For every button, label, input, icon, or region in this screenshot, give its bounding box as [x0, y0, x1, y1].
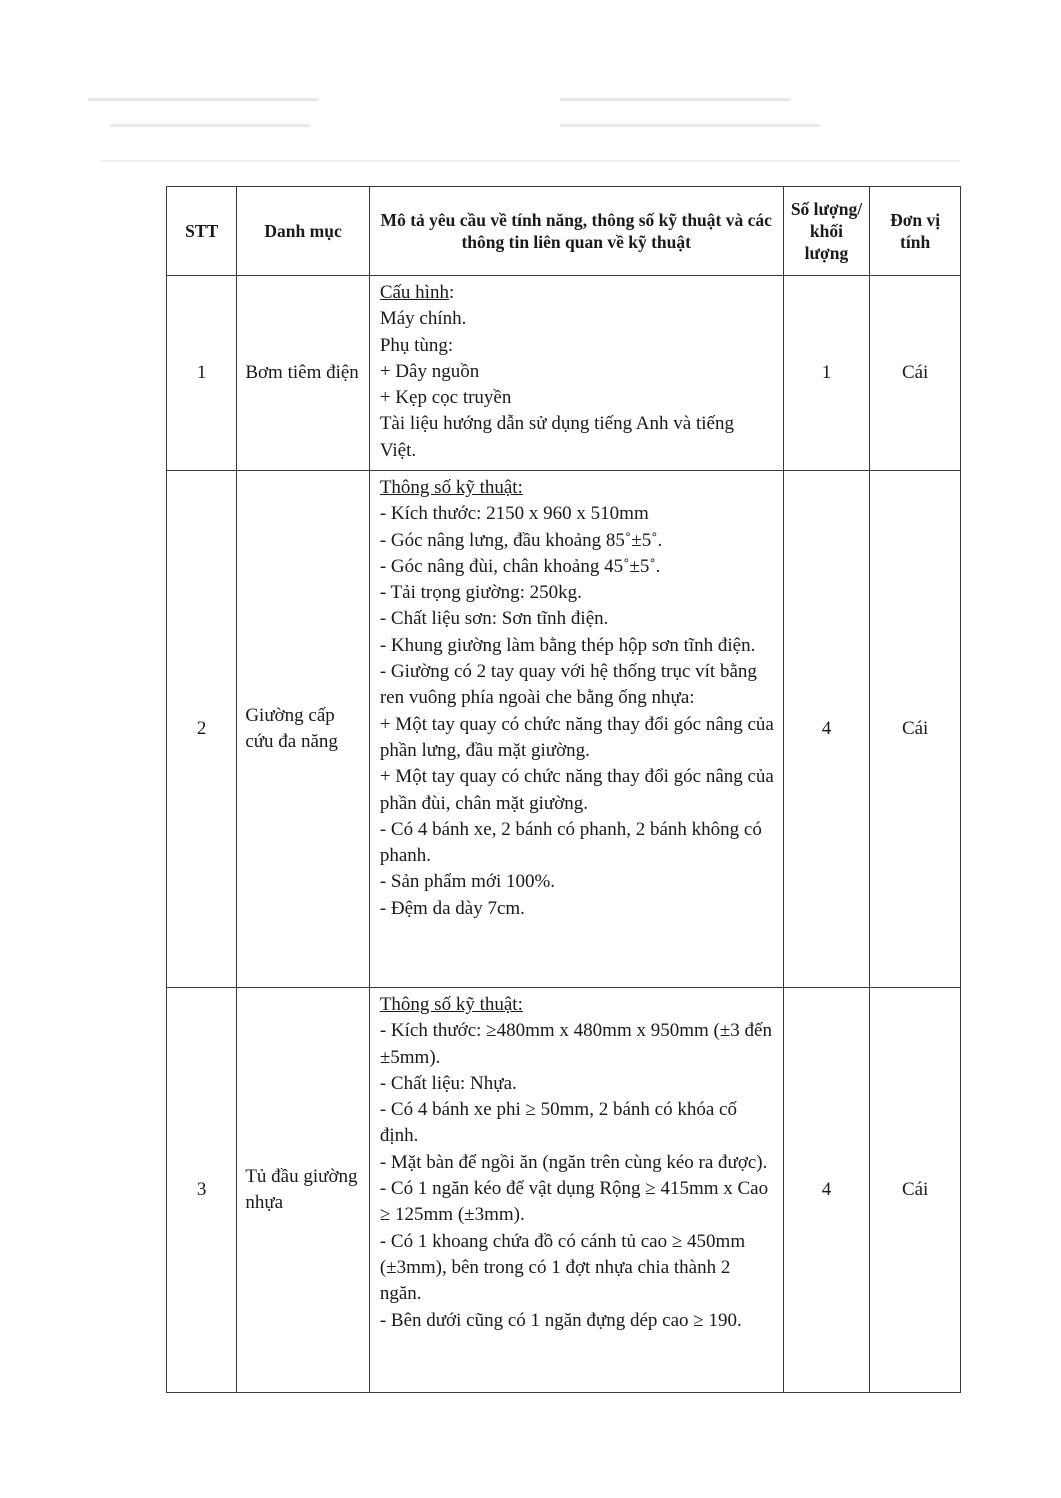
desc-heading: Thông số kỹ thuật:: [379, 477, 523, 498]
desc-heading: Cấu hình: [379, 282, 449, 303]
bleed-through-mark: [110, 118, 310, 132]
bleed-through-mark: [100, 156, 960, 166]
desc-line: - Góc nâng lưng, đầu khoảng 85˚±5˚.: [379, 529, 663, 551]
desc-heading-suffix: :: [448, 282, 455, 303]
header-category: Danh mục: [237, 187, 370, 276]
row-quantity: 4: [783, 471, 870, 988]
desc-line: Phụ tùng:: [379, 334, 454, 356]
desc-line: - Góc nâng đùi, chân khoảng 45˚±5˚.: [379, 555, 661, 577]
desc-line: + Kẹp cọc truyền: [379, 387, 512, 409]
table-row: [167, 988, 961, 1393]
bleed-through-mark: [560, 118, 820, 132]
header-description: Mô tả yêu cầu về tính năng, thông số kỹ thuật và các thông tin liên quan về kỹ thuật: [369, 187, 783, 276]
desc-line: - Kích thước: ≥480mm x 480mm x 950mm (±3 đến ±5mm).: [379, 1020, 772, 1068]
desc-line: - Bên dưới cũng có 1 ngăn đựng dép cao ≥ 190.: [379, 1309, 742, 1331]
table-row: [167, 471, 961, 988]
row-name: Giường cấp cứu đa năng: [237, 471, 370, 988]
row-name: Bơm tiêm điện: [237, 276, 370, 471]
header-unit: Đơn vị tính: [870, 187, 961, 276]
row-stt: 1: [167, 276, 237, 471]
desc-line: - Đệm da dày 7cm.: [379, 897, 525, 919]
bleed-through-mark: [88, 92, 318, 106]
table-row: [167, 276, 961, 471]
desc-line: - Kích thước: 2150 x 960 x 510mm: [379, 503, 649, 525]
desc-line: - Có 4 bánh xe, 2 bánh có phanh, 2 bánh không có phanh.: [379, 818, 762, 867]
header-quantity: Số lượng/ khối lượng: [783, 187, 870, 276]
row-unit: Cái: [870, 471, 961, 988]
row-quantity: 1: [783, 276, 870, 471]
row-description: [369, 471, 783, 988]
spec-table: [166, 186, 961, 1393]
desc-line: - Mặt bàn để ngồi ăn (ngăn trên cùng kéo ra được).: [379, 1151, 768, 1173]
desc-line: + Một tay quay có chức năng thay đổi góc nâng của phần đùi, chân mặt giường.: [379, 766, 774, 814]
row-description: [369, 988, 783, 1393]
desc-line: + Dây nguồn: [379, 360, 480, 382]
row-unit: Cái: [870, 988, 961, 1393]
desc-line: - Khung giường làm bằng thép hộp sơn tĩnh điện.: [379, 634, 756, 656]
bleed-through-mark: [560, 92, 790, 106]
desc-line: - Có 4 bánh xe phi ≥ 50mm, 2 bánh có khóa cố định.: [379, 1099, 737, 1147]
desc-line: - Tải trọng giường: 250kg.: [379, 582, 582, 604]
desc-heading: Thông số kỹ thuật:: [379, 994, 523, 1015]
desc-line: - Có 1 ngăn kéo để vật dụng Rộng ≥ 415mm x Cao ≥ 125mm (±3mm).: [379, 1178, 769, 1226]
desc-line: - Giường có 2 tay quay với hệ thống trục vít bằng ren vuông phía ngoài che bằng ống nhựa:: [379, 661, 757, 709]
row-name: Tủ đầu giường nhựa: [237, 988, 370, 1393]
desc-line: Tài liệu hướng dẫn sử dụng tiếng Anh và tiếng Việt.: [379, 413, 734, 461]
desc-line: - Sản phẩm mới 100%.: [379, 871, 556, 893]
desc-line: - Có 1 khoang chứa đồ có cánh tủ cao ≥ 450mm (±3mm), bên trong có 1 đợt nhựa chia thành 2 ngăn.: [379, 1230, 746, 1305]
row-unit: Cái: [870, 276, 961, 471]
desc-line: Máy chính.: [379, 308, 467, 330]
desc-line: - Chất liệu: Nhựa.: [379, 1072, 517, 1094]
desc-line: + Một tay quay có chức năng thay đổi góc nâng của phần lưng, đầu mặt giường.: [379, 713, 774, 761]
header-stt: STT: [167, 187, 237, 276]
row-stt: 3: [167, 988, 237, 1393]
desc-heading-line: [380, 280, 775, 306]
table-header-row: [167, 187, 961, 276]
desc-line: - Chất liệu sơn: Sơn tĩnh điện.: [379, 608, 609, 630]
row-quantity: 4: [783, 988, 870, 1393]
row-stt: 2: [167, 471, 237, 988]
row-description: [369, 276, 783, 471]
